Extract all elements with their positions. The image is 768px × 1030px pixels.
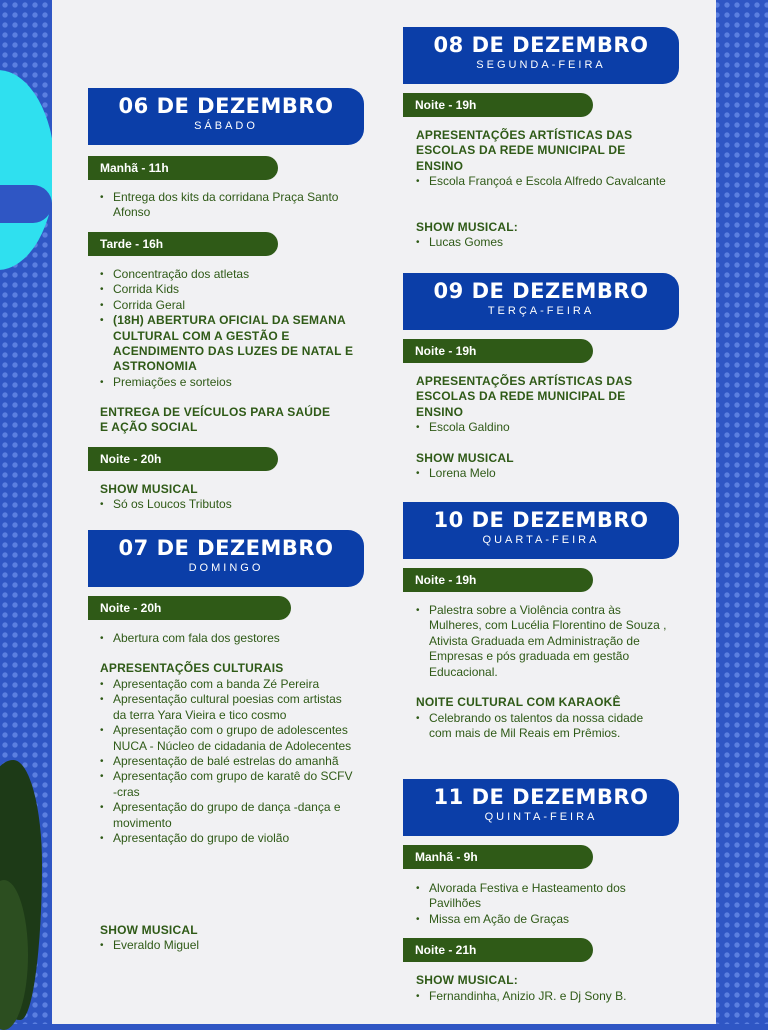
list-item: • Só os Loucos Tributos xyxy=(100,497,370,512)
date-header-06 xyxy=(88,88,364,145)
list-item: • Apresentação com grupo de karatê do SCFV -cras xyxy=(100,769,358,800)
session-label: Noite - 20h xyxy=(88,447,278,471)
session-label: Manhã - 11h xyxy=(88,156,278,180)
list-item: • Palestra sobre a Violência contra às Mulheres, com Lucélia Florentino de Souza , Ativista Graduada em Administração de Empresas e pós graduada em gestão Educacional. xyxy=(416,603,672,680)
session-label: Noite - 19h xyxy=(403,568,593,592)
session-items xyxy=(416,466,676,481)
list-item: • Apresentação cultural poesias com artistas da terra Yara Vieira e tico cosmo xyxy=(100,692,358,723)
list-item: • Corrida Kids xyxy=(100,282,370,297)
date-header-07 xyxy=(88,530,364,587)
date-title: 08 DE DEZEMBRO xyxy=(433,33,649,57)
date-header-10 xyxy=(403,502,679,559)
date-title: 09 DE DEZEMBRO xyxy=(433,279,649,303)
section-heading: SHOW MUSICAL: xyxy=(416,973,518,987)
list-item: • Apresentação do grupo de violão xyxy=(100,831,358,846)
list-item: • Everaldo Miguel xyxy=(100,938,370,953)
section-heading: NOITE CULTURAL COM KARAOKÊ xyxy=(416,695,621,709)
session-items xyxy=(416,989,686,1004)
weekday-label: QUINTA-FEIRA xyxy=(484,811,598,823)
session-items xyxy=(100,497,370,512)
right-dotted-border xyxy=(712,0,768,1024)
session-items xyxy=(100,190,370,221)
list-item: • Escola Galdino xyxy=(416,420,676,435)
session-label: Manhã - 9h xyxy=(403,845,593,869)
date-title: 10 DE DEZEMBRO xyxy=(433,508,649,532)
list-item: • Lorena Melo xyxy=(416,466,676,481)
weekday-label: DOMINGO xyxy=(188,562,264,574)
date-header-08 xyxy=(403,27,679,84)
section-heading: APRESENTAÇÕES ARTÍSTICAS DAS ESCOLAS DA REDE MUNICIPAL DE ENSINO xyxy=(416,374,633,419)
list-item: • Missa em Ação de Graças xyxy=(416,912,676,927)
section-heading: APRESENTAÇÕES CULTURAIS xyxy=(100,661,284,675)
list-item: • Fernandinha, Anizio JR. e Dj Sony B. xyxy=(416,989,686,1004)
list-item: • Apresentação com o grupo de adolescentes NUCA - Núcleo de cidadania de Adolecentes xyxy=(100,723,358,754)
section-heading: ENTREGA DE VEÍCULOS PARA SAÚDE E AÇÃO SOCIAL xyxy=(100,405,331,435)
session-items xyxy=(416,881,676,927)
session-label: Tarde - 16h xyxy=(88,232,278,256)
weekday-label: TERÇA-FEIRA xyxy=(487,305,595,317)
section-heading: SHOW MUSICAL xyxy=(100,923,198,937)
list-item: • Corrida Geral xyxy=(100,298,370,313)
section-heading: SHOW MUSICAL xyxy=(416,451,514,465)
list-item: • Apresentação do grupo de dança -dança e movimento xyxy=(100,800,358,831)
session-items xyxy=(416,174,676,189)
list-item: • Apresentação com a banda Zé Pereira xyxy=(100,677,358,692)
session-label: Noite - 21h xyxy=(403,938,593,962)
date-title: 11 DE DEZEMBRO xyxy=(433,785,649,809)
list-item: • (18H) ABERTURA OFICIAL DA SEMANA CULTURAL COM A GESTÃO E ACENDIMENTO DAS LUZES DE NATAL E ASTRONOMIA xyxy=(100,313,370,375)
section-heading: SHOW MUSICAL xyxy=(100,482,198,496)
session-items xyxy=(100,677,358,846)
list-item: • Lucas Gomes xyxy=(416,235,676,250)
list-item: • Concentração dos atletas xyxy=(100,267,370,282)
list-item: • Premiações e sorteios xyxy=(100,375,370,390)
section-heading: APRESENTAÇÕES ARTÍSTICAS DAS ESCOLAS DA REDE MUNICIPAL DE ENSINO xyxy=(416,128,633,173)
list-item: • Abertura com fala dos gestores xyxy=(100,631,370,646)
session-items xyxy=(416,235,676,250)
weekday-label: SÁBADO xyxy=(194,120,258,132)
date-title: 07 DE DEZEMBRO xyxy=(118,536,334,560)
blue-band-decoration xyxy=(0,185,52,223)
weekday-label: QUARTA-FEIRA xyxy=(482,534,600,546)
list-item: • Escola Françoá e Escola Alfredo Cavalcante xyxy=(416,174,676,189)
session-items xyxy=(416,603,672,680)
weekday-label: SEGUNDA-FEIRA xyxy=(476,59,606,71)
session-items xyxy=(416,420,676,435)
session-label: Noite - 20h xyxy=(88,596,291,620)
list-item: • Apresentação de balé estrelas do amanhã xyxy=(100,754,358,769)
date-title: 06 DE DEZEMBRO xyxy=(118,94,334,118)
date-header-09 xyxy=(403,273,679,330)
session-items xyxy=(100,631,370,646)
list-item: • Alvorada Festiva e Hasteamento dos Pavilhões xyxy=(416,881,676,912)
list-item: • Entrega dos kits da corridana Praça Santo Afonso xyxy=(100,190,370,221)
session-items xyxy=(100,938,370,953)
session-items xyxy=(416,711,656,742)
date-header-11 xyxy=(403,779,679,836)
list-item: • Celebrando os talentos da nossa cidade com mais de Mil Reais em Prêmios. xyxy=(416,711,656,742)
session-items xyxy=(100,267,370,390)
session-label: Noite - 19h xyxy=(403,339,593,363)
section-heading: SHOW MUSICAL: xyxy=(416,220,518,234)
session-label: Noite - 19h xyxy=(403,93,593,117)
